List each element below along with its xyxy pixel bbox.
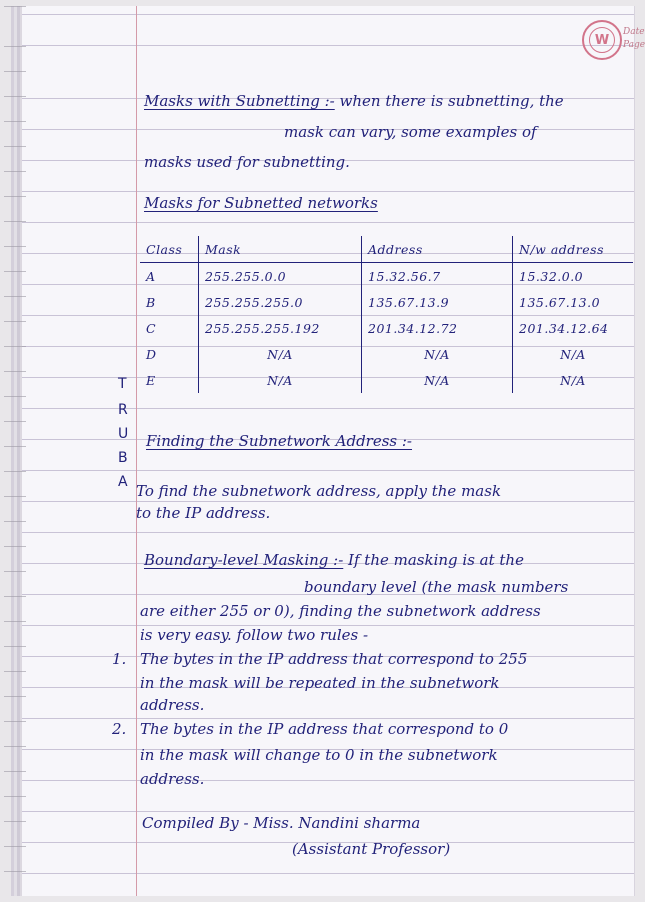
table-header-row <box>140 236 633 263</box>
table-row <box>140 367 633 393</box>
table-row <box>140 315 633 341</box>
cell-mask: 255.255.0.0 <box>199 263 362 290</box>
cell-mask: N/A <box>199 367 362 393</box>
section-heading: Masks with Subnetting :- <box>144 92 335 110</box>
text: If the masking is at the <box>348 551 524 569</box>
masks-table <box>140 236 633 393</box>
cell-class: D <box>140 341 199 367</box>
subnetwork-line1: To find the subnetwork address, apply the mask <box>136 482 502 500</box>
header-nw-address: N/w address <box>513 236 634 263</box>
table-heading: Masks for Subnetted networks <box>144 194 378 212</box>
side-letter: B <box>118 450 128 466</box>
rule2-number: 2. <box>112 720 127 738</box>
notebook-page <box>22 6 645 896</box>
rule1-line3: address. <box>140 696 205 714</box>
rule1-line2: in the mask will be repeated in the subnetwork <box>140 674 500 692</box>
table-row <box>140 263 633 290</box>
table-row <box>140 341 633 367</box>
boundary-line3: are either 255 or 0), finding the subnetwork address <box>140 602 541 620</box>
section-heading: Boundary-level Masking :- <box>144 551 344 569</box>
cell-class: A <box>140 263 199 290</box>
table-row <box>140 289 633 315</box>
boundary-line4: is very easy. follow two rules - <box>140 626 369 644</box>
rule2-line1: The bytes in the IP address that correspond to 0 <box>140 720 509 738</box>
side-letter: A <box>118 474 128 490</box>
date-label: Date <box>623 27 645 37</box>
cell-address: N/A <box>362 341 513 367</box>
header-class: Class <box>140 236 199 263</box>
brand-logo <box>582 20 622 60</box>
compiled-by: Compiled By - Miss. Nandini sharma <box>142 814 421 832</box>
cell-nw-address: N/A <box>560 372 586 388</box>
boundary-line1 <box>144 551 524 569</box>
text: when there is subnetting, the <box>339 92 564 110</box>
rule1-line1: The bytes in the IP address that correspond to 255 <box>140 650 528 668</box>
header-address: Address <box>362 236 513 263</box>
logo-letter: W <box>589 27 615 53</box>
cell-class: B <box>140 289 199 315</box>
boundary-line2: boundary level (the mask numbers <box>304 578 569 596</box>
side-letter: U <box>118 426 129 442</box>
page-label: Page <box>623 40 645 50</box>
side-letter: T <box>118 376 127 392</box>
subnetwork-heading: Finding the Subnetwork Address :- <box>146 432 413 450</box>
masks-subnetting-line2: mask can vary, some examples of <box>284 123 537 141</box>
cell-nw-address: N/A <box>560 346 586 362</box>
cell-nw-address: 201.34.12.64 <box>519 320 609 336</box>
cell-mask: 255.255.255.192 <box>199 315 362 341</box>
header-mask: Mask <box>199 236 362 263</box>
cell-mask: N/A <box>199 341 362 367</box>
cell-nw-address: 15.32.0.0 <box>519 268 584 284</box>
cell-mask: 255.255.255.0 <box>199 289 362 315</box>
side-letter: R <box>118 402 128 418</box>
rule2-line3: address. <box>140 770 205 788</box>
rule2-line2: in the mask will change to 0 in the subnetwork <box>140 746 498 764</box>
masks-subnetting-line1 <box>144 92 564 110</box>
cell-address: 201.34.12.72 <box>362 315 513 341</box>
date-page-label <box>623 26 645 52</box>
margin-line <box>136 6 137 896</box>
cell-address: 15.32.56.7 <box>362 263 513 290</box>
rule1-number: 1. <box>112 650 127 668</box>
subnetwork-line2: to the IP address. <box>136 504 271 522</box>
author-role: (Assistant Professor) <box>292 840 451 858</box>
masks-subnetting-line3: masks used for subnetting. <box>144 153 350 171</box>
cell-address: 135.67.13.9 <box>362 289 513 315</box>
cell-class: C <box>140 315 199 341</box>
cell-address: N/A <box>362 367 513 393</box>
cell-class: E <box>140 367 199 393</box>
cell-nw-address: 135.67.13.0 <box>519 294 601 310</box>
page-edge-stack <box>4 6 26 896</box>
